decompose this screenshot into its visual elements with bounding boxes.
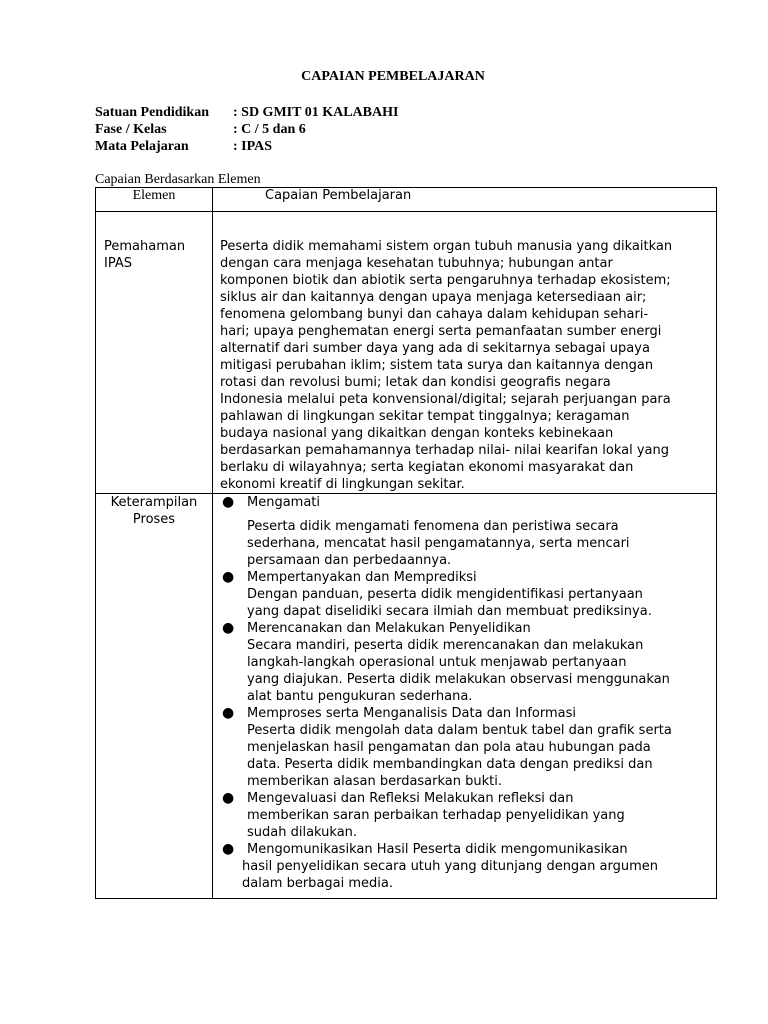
meta-value: : C / 5 dan 6 — [233, 122, 306, 137]
list-item — [220, 790, 716, 841]
bullet-icon: ● — [222, 705, 235, 721]
table-row — [96, 494, 717, 899]
list-item-line: persamaan dan perbedaannya. — [247, 553, 452, 568]
outcome-line: budaya nasional yang dikaitkan dengan konteks kebinekaan — [220, 426, 614, 441]
list-item-line: Secara mandiri, peserta didik merencanakan dan melakukan — [247, 638, 644, 653]
list-item-line: memberikan alasan berdasarkan bukti. — [247, 774, 502, 789]
element-line: IPAS — [104, 256, 132, 271]
table-caption: Capaian Berdasarkan Elemen — [95, 172, 261, 187]
meta-label: Mata Pelajaran — [95, 139, 189, 154]
outcome-line: pahlawan di lingkungan sekitar tempat tinggalnya; keragaman — [220, 409, 630, 424]
list-item — [220, 494, 716, 569]
document-title: CAPAIAN PEMBELAJARAN — [301, 69, 485, 84]
meta-row-phase — [95, 121, 306, 138]
element-line: Keterampilan — [110, 495, 198, 510]
outcome-line: berlaku di wilayahnya; serta kegiatan ekonomi masyarakat dan — [220, 460, 634, 475]
outcome-line: alternatif dari sumber daya yang ada di sekitarnya sebagai upaya — [220, 341, 650, 356]
meta-label: Fase / Kelas — [95, 122, 167, 137]
outcome-line: berdasarkan pemahamannya terhadap nilai- nilai kearifan lokal yang — [220, 443, 669, 458]
list-item-line: Peserta didik mengolah data dalam bentuk tabel dan grafik serta — [247, 723, 672, 738]
list-item — [220, 705, 716, 790]
list-item-line: sudah dilakukan. — [247, 825, 358, 840]
list-item-line: langkah-langkah operasional untuk menjawab pertanyaan — [247, 655, 627, 670]
meta-row-school — [95, 104, 398, 121]
list-item — [220, 841, 716, 858]
table-header-row — [96, 188, 717, 212]
bullet-icon: ● — [222, 569, 235, 585]
element-line: Proses — [132, 512, 176, 527]
outcome-line: ekonomi kreatif di lingkungan sekitar. — [220, 477, 465, 492]
bullet-icon: ● — [222, 790, 235, 806]
list-item-heading: Memproses serta Menganalisis Data dan Informasi — [247, 706, 577, 721]
bullet-icon: ● — [222, 620, 235, 636]
meta-value: : SD GMIT 01 KALABAHI — [233, 105, 399, 120]
outcome-line: Indonesia melalui peta konvensional/digital; sejarah perjuangan para — [220, 392, 671, 407]
list-item — [220, 569, 716, 620]
list-item-heading: Mengomunikasikan Hasil Peserta didik mengomunikasikan — [247, 842, 628, 857]
list-item-heading: Merencanakan dan Melakukan Penyelidikan — [247, 621, 531, 636]
list-item-line: sederhana, mencatat hasil pengamatannya, serta mencari — [247, 536, 630, 551]
list-item-line: memberikan saran perbaikan terhadap penyelidikan yang — [247, 808, 625, 823]
list-item-line: dalam berbagai media. — [242, 876, 393, 891]
bullet-icon: ● — [222, 494, 235, 510]
list-item-heading: Mempertanyakan dan Memprediksi — [247, 570, 477, 585]
list-item-line: alat bantu pengukuran sederhana. — [247, 689, 473, 704]
element-cell — [96, 494, 213, 899]
meta-label: Satuan Pendidikan — [95, 105, 209, 120]
list-item-heading: Mengamati — [247, 495, 321, 510]
meta-value: : IPAS — [233, 139, 273, 154]
meta-row-subject — [95, 138, 272, 155]
outcome-line: siklus air dan kaitannya dengan upaya menjaga ketersediaan air; — [220, 290, 647, 305]
outcome-line: fenomena gelombang bunyi dan cahaya dalam kehidupan sehari- — [220, 307, 649, 322]
outcome-line: hari; upaya penghematan energi serta pemanfaatan sumber energi — [220, 324, 662, 339]
header-outcome: Capaian Pembelajaran — [213, 188, 717, 212]
list-item-line: hasil penyelidikan secara utuh yang ditunjang dengan argumen — [242, 859, 658, 874]
learning-outcomes-table — [95, 187, 717, 899]
element-line: Pemahaman — [104, 239, 186, 254]
outcome-cell — [213, 212, 717, 494]
list-item-line: yang dapat diselidiki secara ilmiah dan membuat prediksinya. — [247, 604, 652, 619]
outcome-line: komponen biotik dan abiotik serta pengaruhnya terhadap ekosistem; — [220, 273, 671, 288]
outcome-cell — [213, 494, 717, 899]
list-item-line: Peserta didik mengamati fenomena dan peristiwa secara — [247, 519, 619, 534]
list-item-line: menjelaskan hasil pengamatan dan pola atau hubungan pada — [247, 740, 651, 755]
bullet-icon: ● — [222, 841, 235, 857]
header-element: Elemen — [96, 188, 213, 212]
list-item-line: data. Peserta didik membandingkan data dengan prediksi dan — [247, 757, 653, 772]
element-cell — [96, 212, 213, 494]
list-item — [220, 620, 716, 705]
outcome-line: rotasi dan revolusi bumi; letak dan kondisi geografis negara — [220, 375, 611, 390]
outcome-line: Peserta didik memahami sistem organ tubuh manusia yang dikaitkan — [220, 239, 673, 254]
table-row — [96, 212, 717, 494]
list-item-line: yang diajukan. Peserta didik melakukan observasi menggunakan — [247, 672, 670, 687]
outcome-line: dengan cara menjaga kesehatan tubuhnya; hubungan antar — [220, 256, 613, 271]
list-item-heading: Mengevaluasi dan Refleksi Melakukan refleksi dan — [247, 791, 574, 806]
list-item-line: Dengan panduan, peserta didik mengidentifikasi pertanyaan — [247, 587, 643, 602]
outcome-line: mitigasi perubahan iklim; sistem tata surya dan kaitannya dengan — [220, 358, 654, 373]
